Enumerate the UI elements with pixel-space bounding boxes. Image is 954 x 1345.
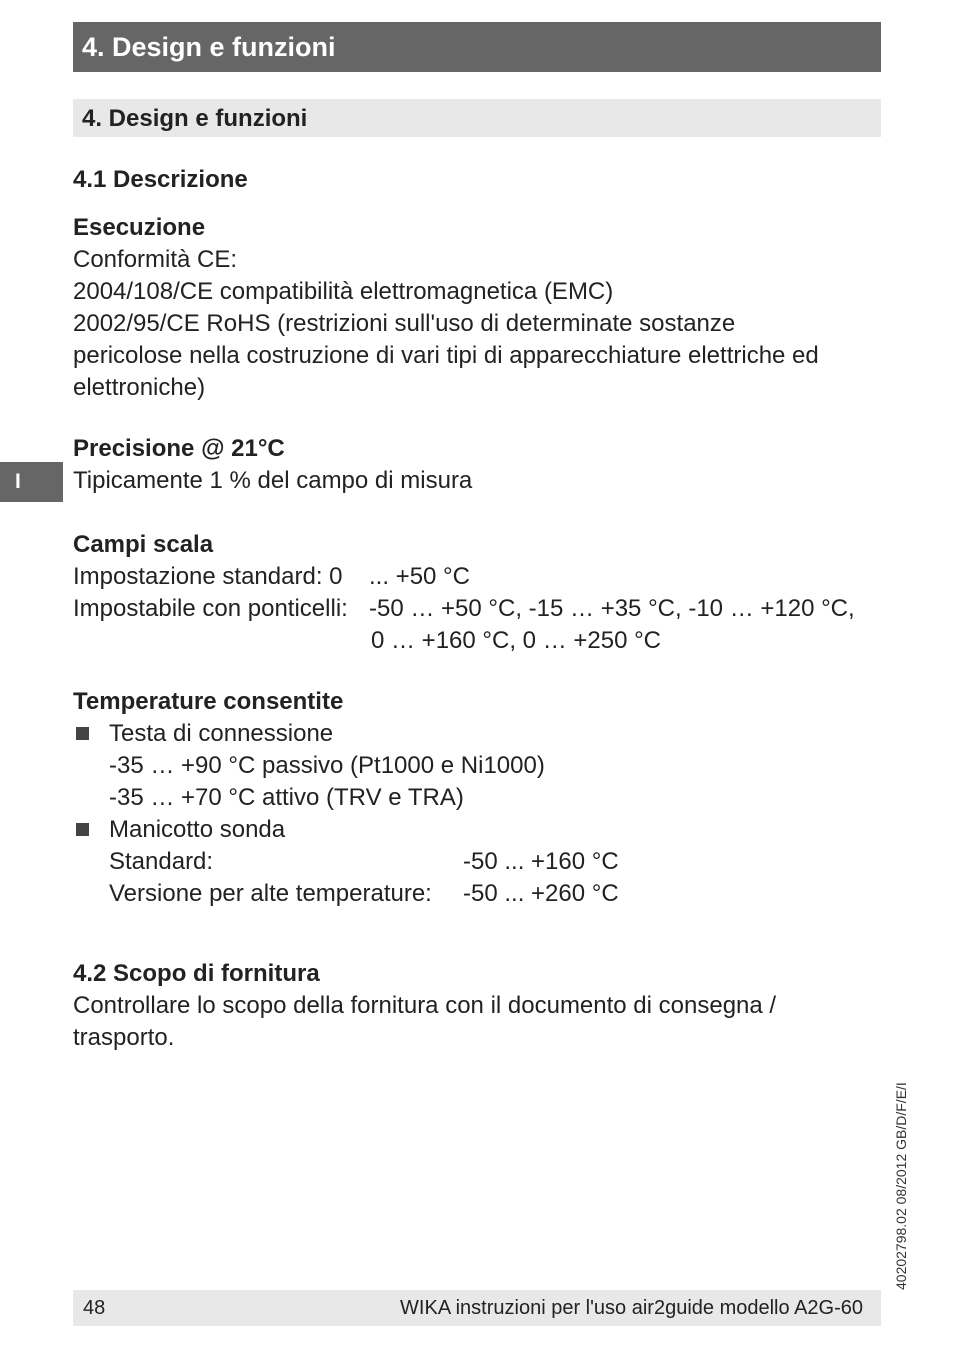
footer-title: WIKA instruzioni per l'uso air2guide modello A2G-60 xyxy=(400,1297,863,1319)
precisione-text: Tipicamente 1 % del campo di misura xyxy=(73,467,473,494)
bullet-square-icon xyxy=(76,823,89,836)
bullet-square-icon xyxy=(76,727,89,740)
temperature-item-title: Testa di connessione xyxy=(109,720,334,747)
footer xyxy=(73,1290,881,1326)
fornitura-line: trasporto. xyxy=(73,1024,175,1051)
temperature-item-title: Manicotto sonda xyxy=(109,816,286,843)
descrizione-heading: 4.1 Descrizione xyxy=(73,166,248,193)
fornitura-line: Controllare lo scopo della fornitura con il documento di consegna / xyxy=(73,992,777,1019)
temperature-heading: Temperature consentite xyxy=(73,688,344,715)
esecuzione-line: elettroniche) xyxy=(73,374,206,401)
temperature-item-line: -35 … +70 °C attivo (TRV e TRA) xyxy=(109,784,464,811)
document-code: 40202798.02 08/2012 GB/D/F/E/I xyxy=(893,1082,909,1290)
esecuzione-line: 2002/95/CE RoHS (restrizioni sull'uso di determinate sostanze xyxy=(73,310,736,337)
esecuzione-line: 2004/108/CE compatibilità elettromagnetica (EMC) xyxy=(73,278,614,305)
campi-scala-row-label: Impostazione standard: 0 xyxy=(73,563,343,590)
campi-scala-row-value: 0 … +160 °C, 0 … +250 °C xyxy=(371,627,662,654)
campi-scala-heading: Campi scala xyxy=(73,531,214,558)
manicotto-row-value: -50 ... +260 °C xyxy=(463,880,619,907)
esecuzione-line: Conformità CE: xyxy=(73,246,238,273)
manicotto-row-label: Standard: xyxy=(109,848,214,875)
manicotto-row-label: Versione per alte temperature: xyxy=(109,880,432,907)
temperature-item-line: -35 … +90 °C passivo (Pt1000 e Ni1000) xyxy=(109,752,545,779)
manicotto-row-value: -50 ... +160 °C xyxy=(463,848,619,875)
chapter-header: 4. Design e funzioni xyxy=(73,22,881,72)
page-number: 48 xyxy=(83,1297,106,1319)
esecuzione-heading: Esecuzione xyxy=(73,214,206,241)
language-tab: I xyxy=(0,462,63,502)
section-title: 4. Design e funzioni xyxy=(73,99,881,137)
precisione-heading: Precisione @ 21°C xyxy=(73,435,285,462)
esecuzione-line: pericolose nella costruzione di vari tipi di apparecchiature elettriche ed xyxy=(73,342,819,369)
campi-scala-row-label: Impostabile con ponticelli: xyxy=(73,595,348,622)
campi-scala-row-value: -50 … +50 °C, -15 … +35 °C, -10 … +120 °C, xyxy=(369,595,855,622)
campi-scala-row-value: ... +50 °C xyxy=(369,563,470,590)
fornitura-heading: 4.2 Scopo di fornitura xyxy=(73,960,320,987)
